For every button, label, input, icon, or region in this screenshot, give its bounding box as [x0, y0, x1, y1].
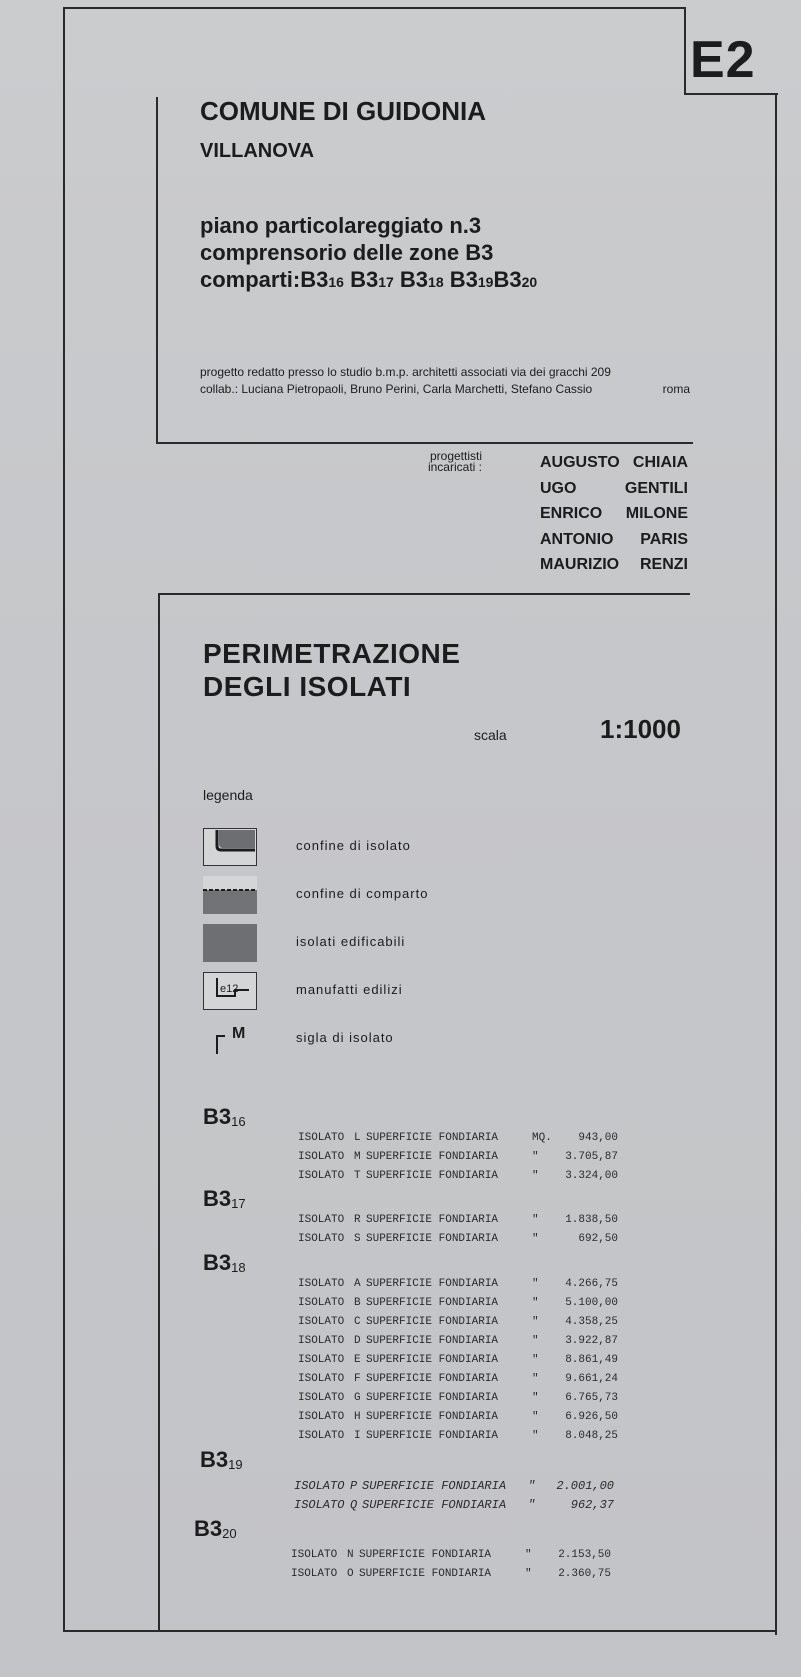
superficie-label: SUPERFICIE FONDIARIA [366, 1297, 499, 1309]
legend-item [203, 972, 623, 1012]
comparto-number: 19 [228, 1457, 243, 1472]
superficie-label: SUPERFICIE FONDIARIA [366, 1316, 499, 1328]
table-row [298, 1373, 618, 1392]
legend-label-text: isolati edificabili [296, 934, 406, 949]
unit: " [532, 1297, 539, 1309]
superficie-label: SUPERFICIE FONDIARIA [366, 1233, 499, 1245]
comparto-code: B3 [300, 267, 329, 292]
title-block-rule [156, 97, 158, 442]
table-row [298, 1411, 618, 1430]
legend-label-text: confine di comparto [296, 886, 429, 901]
manufatti-symbol-text: e12 [220, 983, 239, 995]
legend-item [203, 1020, 623, 1060]
comparto-number: 20 [521, 274, 538, 290]
unit: " [532, 1354, 539, 1366]
section-title-line-1: PERIMETRAZIONE [203, 638, 461, 669]
title-block-underline [156, 442, 693, 444]
designer-name [540, 476, 688, 502]
scale-label: scala [474, 727, 507, 743]
last-name: CHIAIA [632, 454, 688, 471]
isolato-label: ISOLATO [298, 1132, 345, 1144]
unit: " [528, 1479, 536, 1493]
comparto-heading [200, 1447, 243, 1473]
comparto-code: B3 [493, 267, 522, 292]
area-value: 962,37 [570, 1498, 614, 1512]
comparto-code: B3 [399, 267, 429, 292]
legend-item [203, 828, 623, 868]
area-value: 8.048,25 [565, 1430, 618, 1442]
comparto-heading [194, 1516, 237, 1542]
isolato-label: ISOLATO [291, 1568, 338, 1580]
table-row [298, 1170, 618, 1189]
comparto-code: B3 [203, 1250, 232, 1275]
isolato-id: I [354, 1430, 361, 1442]
sigla-isolato-symbol [203, 1020, 257, 1058]
comparti-label: comparti: [200, 267, 301, 292]
comparto-number: 18 [428, 274, 444, 290]
studio-credits [200, 364, 690, 398]
piano-heading [200, 212, 537, 296]
comparto-code: B3 [350, 267, 379, 292]
first-name: AUGUSTO [540, 454, 620, 471]
table-row [291, 1568, 611, 1587]
superficie-label: SUPERFICIE FONDIARIA [366, 1430, 499, 1442]
comparto-code: B3 [449, 267, 478, 292]
table-row [291, 1549, 611, 1568]
isolato-label: ISOLATO [294, 1498, 345, 1512]
area-value: 1.838,50 [565, 1214, 618, 1226]
table-row [294, 1479, 614, 1498]
table-row [298, 1278, 618, 1297]
table-row [298, 1430, 618, 1449]
table-row [298, 1354, 618, 1373]
sheet-tag: E2 [690, 31, 756, 89]
progettisti-label-1: progettisti [429, 449, 482, 463]
area-value: 4.266,75 [565, 1278, 618, 1290]
isolato-id: N [347, 1549, 354, 1561]
isolato-label: ISOLATO [291, 1549, 338, 1561]
table-row [298, 1214, 618, 1233]
isolato-id: D [354, 1335, 361, 1347]
isolati-table [294, 1479, 614, 1517]
comparto-heading [203, 1250, 246, 1276]
last-name: PARIS [640, 530, 688, 548]
unit: " [525, 1549, 532, 1561]
first-name: ANTONIO [540, 530, 614, 548]
area-value: 6.765,73 [565, 1392, 618, 1404]
isolato-id: H [354, 1411, 361, 1423]
isolato-label: ISOLATO [298, 1151, 345, 1163]
isolato-label: ISOLATO [298, 1354, 345, 1366]
isolato-label: ISOLATO [298, 1373, 345, 1385]
section-rule-horizontal [158, 593, 690, 595]
table-row [298, 1392, 618, 1411]
area-value: 5.100,00 [565, 1297, 618, 1309]
superficie-label: SUPERFICIE FONDIARIA [359, 1568, 492, 1580]
comparto-number: 18 [231, 1260, 246, 1275]
comparto-heading [203, 1104, 246, 1130]
comparto-heading [203, 1186, 246, 1212]
superficie-label: SUPERFICIE FONDIARIA [366, 1392, 499, 1404]
legend-label-text: sigla di isolato [296, 1030, 394, 1045]
area-value: 9.661,24 [565, 1373, 618, 1385]
first-name: UGO [540, 479, 577, 497]
area-value: 6.926,50 [565, 1411, 618, 1423]
unit: " [525, 1568, 532, 1580]
comparto-code: B3 [203, 1186, 232, 1211]
superficie-label: SUPERFICIE FONDIARIA [366, 1278, 499, 1290]
superficie-label: SUPERFICIE FONDIARIA [366, 1335, 499, 1347]
unit: " [532, 1373, 539, 1385]
unit: " [532, 1151, 539, 1163]
table-row [298, 1335, 618, 1354]
superficie-label: SUPERFICIE FONDIARIA [362, 1498, 507, 1512]
superficie-label: SUPERFICIE FONDIARIA [366, 1411, 499, 1423]
isolato-id: S [354, 1233, 361, 1245]
confine-isolato-symbol [203, 828, 257, 866]
isolato-id: R [354, 1214, 361, 1226]
isolato-id: O [347, 1568, 354, 1580]
isolato-id: F [354, 1373, 361, 1385]
frazione-title: VILLANOVA [200, 140, 315, 162]
superficie-label: SUPERFICIE FONDIARIA [366, 1354, 499, 1366]
area-value: 3.324,00 [565, 1170, 618, 1182]
superficie-label: SUPERFICIE FONDIARIA [362, 1479, 507, 1493]
first-name: ENRICO [540, 505, 603, 522]
designer-name [540, 450, 688, 476]
progettisti-label [410, 451, 482, 473]
table-row [298, 1233, 618, 1252]
isolati-table [298, 1278, 618, 1449]
superficie-label: SUPERFICIE FONDIARIA [366, 1132, 499, 1144]
progettisti-names [540, 450, 688, 578]
designer-name [540, 501, 688, 527]
frame-left-border [63, 7, 65, 1630]
area-value: 2.001,00 [556, 1479, 614, 1493]
table-row [298, 1316, 618, 1335]
legend-item [203, 876, 623, 916]
section-title-line-2: DEGLI ISOLATI [203, 671, 412, 702]
piano-line-1: piano particolareggiato n.3 [200, 213, 482, 238]
studio-line-1: progetto redatto presso lo studio b.m.p. architetti associati via dei gracchi 209 [200, 365, 611, 379]
studio-line-2 [200, 381, 690, 398]
isolato-label: ISOLATO [298, 1411, 345, 1423]
designer-name [540, 527, 688, 553]
area-value: 3.922,87 [565, 1335, 618, 1347]
piano-line-2: comprensorio delle zone B3 [200, 240, 494, 265]
progettisti-label-2: incaricati : [427, 460, 482, 474]
isolato-id: L [354, 1132, 361, 1144]
unit: " [532, 1335, 539, 1347]
unit: " [532, 1430, 539, 1442]
confine-comparto-symbol [203, 876, 257, 914]
table-row [298, 1132, 618, 1151]
isolato-label: ISOLATO [298, 1297, 345, 1309]
isolato-id: G [354, 1392, 361, 1404]
superficie-label: SUPERFICIE FONDIARIA [359, 1549, 492, 1561]
unit: " [532, 1233, 539, 1245]
comparto-number: 17 [231, 1196, 246, 1211]
comparto-number: 20 [222, 1526, 237, 1541]
area-value: 8.861,49 [565, 1354, 618, 1366]
isolato-id: T [354, 1170, 361, 1182]
isolati-table [298, 1132, 618, 1189]
isolato-label: ISOLATO [298, 1316, 345, 1328]
unit: " [532, 1411, 539, 1423]
comparti-line [200, 266, 537, 296]
unit: " [532, 1392, 539, 1404]
table-row [294, 1498, 614, 1517]
designer-name [540, 552, 688, 578]
unit: " [528, 1498, 536, 1512]
area-value: 4.358,25 [565, 1316, 618, 1328]
isolato-label: ISOLATO [298, 1335, 345, 1347]
sigla-symbol-text: M [232, 1025, 246, 1042]
comparto-number: 17 [378, 274, 394, 290]
unit: " [532, 1170, 539, 1182]
isolato-id: M [354, 1151, 361, 1163]
collaborators: collab.: Luciana Pietropaoli, Bruno Perini, Carla Marchetti, Stefano Cassio [200, 382, 593, 396]
comparto-number: 16 [328, 274, 344, 290]
manufatti-edilizi-symbol [203, 972, 257, 1010]
isolati-edificabili-symbol [203, 924, 257, 962]
legend-label: legenda [203, 787, 253, 803]
unit: " [532, 1278, 539, 1290]
comune-title: COMUNE DI GUIDONIA [200, 96, 486, 126]
legend-label-text: confine di isolato [296, 838, 411, 853]
isolato-label: ISOLATO [298, 1392, 345, 1404]
area-value: 692,50 [578, 1233, 618, 1245]
isolato-label: ISOLATO [298, 1430, 345, 1442]
comparto-code: B3 [203, 1104, 232, 1129]
legend-label-text: manufatti edilizi [296, 982, 403, 997]
first-name: MAURIZIO [540, 556, 620, 573]
isolato-label: ISOLATO [298, 1233, 345, 1245]
section-rule-vertical [158, 593, 160, 1630]
comparto-number: 19 [477, 274, 494, 290]
comparto-code: B3 [194, 1516, 223, 1541]
superficie-label: SUPERFICIE FONDIARIA [366, 1373, 499, 1385]
last-name: GENTILI [624, 479, 688, 497]
area-value: 2.153,50 [558, 1549, 611, 1561]
area-value: 2.360,75 [558, 1568, 611, 1580]
isolato-label: ISOLATO [298, 1278, 345, 1290]
isolato-id: P [350, 1479, 358, 1493]
unit: MQ. [532, 1132, 552, 1144]
studio-city: roma [662, 382, 690, 396]
superficie-label: SUPERFICIE FONDIARIA [366, 1214, 499, 1226]
unit: " [532, 1316, 539, 1328]
isolato-id: B [354, 1297, 361, 1309]
superficie-label: SUPERFICIE FONDIARIA [366, 1151, 499, 1163]
superficie-label: SUPERFICIE FONDIARIA [366, 1170, 499, 1182]
legend-item [203, 924, 623, 964]
frame-right-border [775, 95, 777, 1635]
unit: " [532, 1214, 539, 1226]
area-value: 943,00 [578, 1132, 618, 1144]
scale-value: 1:1000 [600, 714, 681, 744]
comparto-code: B3 [200, 1447, 229, 1472]
isolato-label: ISOLATO [298, 1170, 345, 1182]
isolato-id: A [354, 1278, 361, 1290]
table-row [298, 1151, 618, 1170]
last-name: RENZI [640, 556, 688, 573]
section-title [203, 637, 460, 703]
isolati-table [291, 1549, 611, 1587]
isolato-label: ISOLATO [298, 1214, 345, 1226]
area-value: 3.705,87 [565, 1151, 618, 1163]
table-row [298, 1297, 618, 1316]
frame-bottom-border [63, 1630, 775, 1632]
frame-top-border [63, 7, 684, 9]
isolato-id: Q [350, 1498, 358, 1512]
last-name: MILONE [625, 505, 688, 522]
isolato-id: C [354, 1316, 361, 1328]
isolato-label: ISOLATO [294, 1479, 345, 1493]
comparto-number: 16 [231, 1114, 246, 1129]
isolati-table [298, 1214, 618, 1252]
isolato-id: E [354, 1354, 361, 1366]
